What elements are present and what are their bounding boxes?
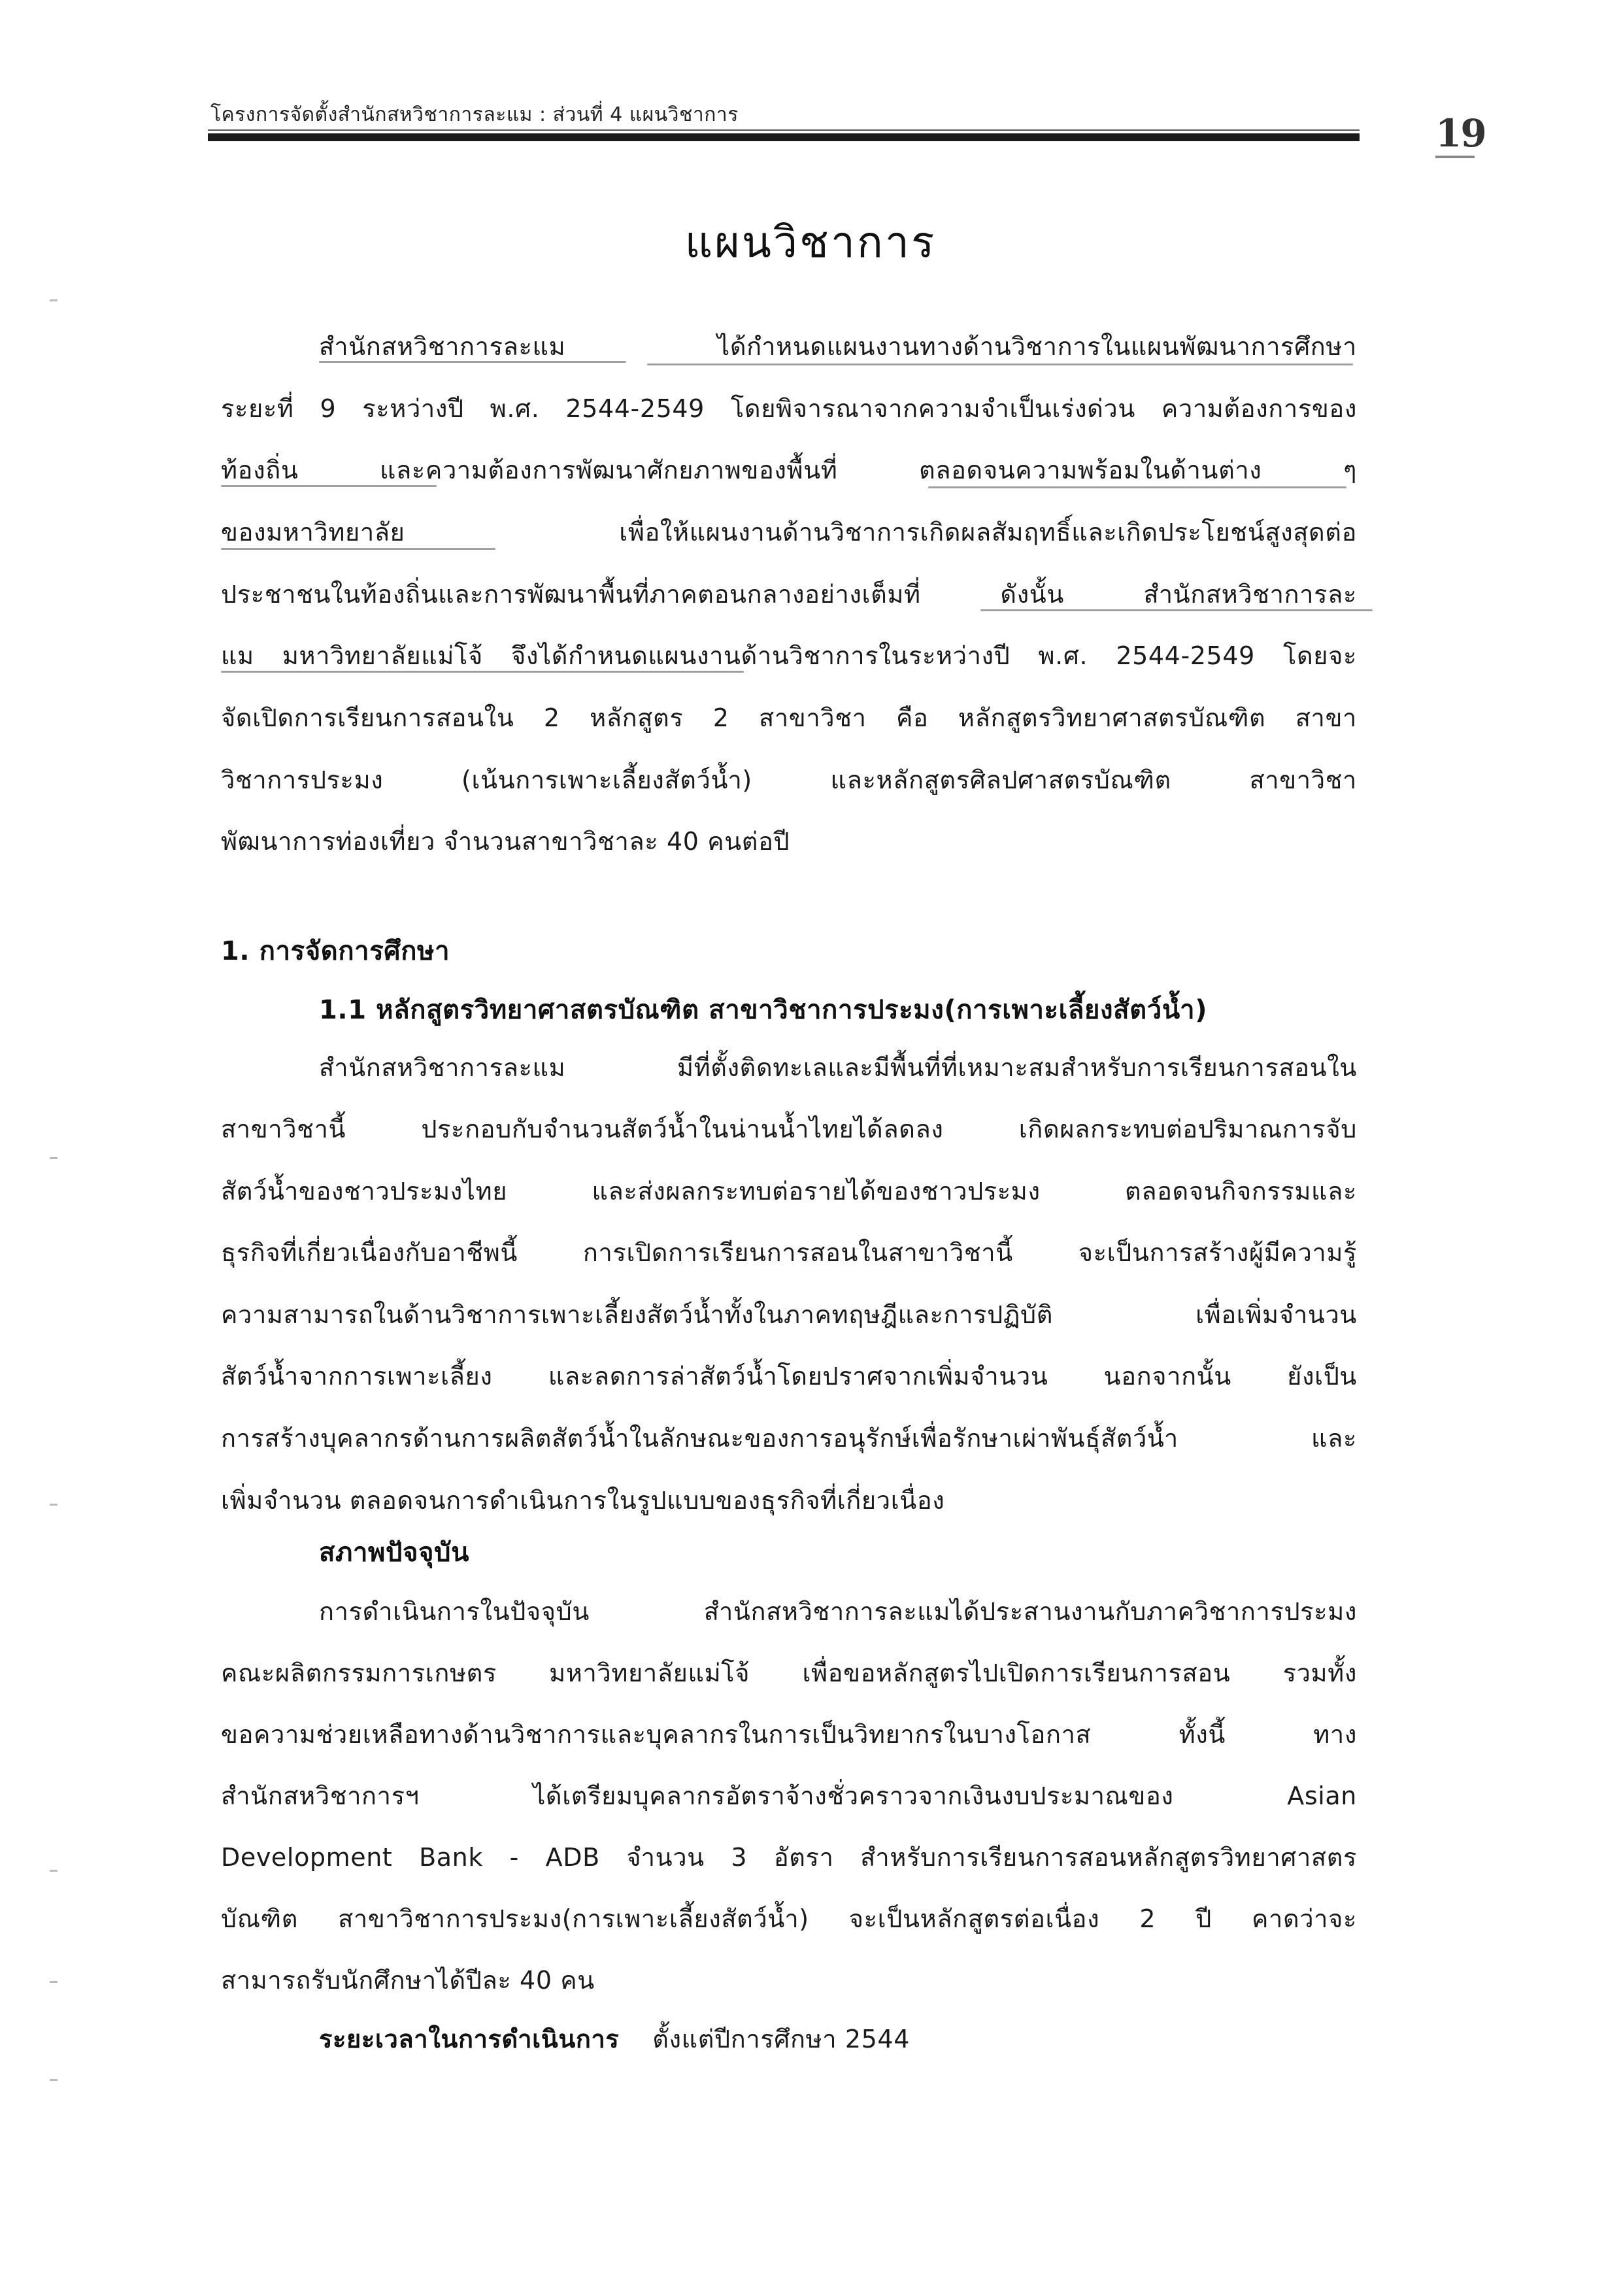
timeline-spacer xyxy=(627,2025,644,2053)
intro-line: ของมหาวิทยาลัย เพื่อให้แผนงานด้านวิชาการเกิดผลสัมฤทธิ์และเกิดประโยชน์สูงสุดต่อ xyxy=(221,518,1357,547)
intro-line: ประชาชนในท้องถิ่นและการพัฒนาพื้นที่ภาคตอนกลางอย่างเต็มที่ ดังนั้น สำนักสหวิชาการละ xyxy=(221,580,1357,609)
timeline-value: ตั้งแต่ปีการศึกษา 2544 xyxy=(652,2025,910,2053)
section1-line: สัตว์น้ำของชาวประมงไทย และส่งผลกระทบต่อรายได้ของชาวประมง ตลอดจนกิจกรรมและ xyxy=(221,1177,1357,1206)
page-number-underline xyxy=(1435,156,1475,158)
margin-mark xyxy=(50,1870,58,1872)
intro-line: ท้องถิ่น และความต้องการพัฒนาศักยภาพของพื้นที่ ตลอดจนความพร้อมในด้านต่าง ๆ xyxy=(221,456,1357,484)
pencil-underline xyxy=(980,609,1373,611)
intro-line: แม มหาวิทยาลัยแม่โจ้ จึงได้กำหนดแผนงานด้านวิชาการในระหว่างปี พ.ศ. 2544-2549 โดยจะ xyxy=(221,641,1357,670)
current-status-line: ขอความช่วยเหลือทางด้านวิชาการและบุคลากรในการเป็นวิทยากรในบางโอกาส ทั้งนี้ ทาง xyxy=(221,1720,1357,1749)
margin-mark xyxy=(50,299,58,301)
pencil-underline xyxy=(221,671,744,673)
subsection-heading: 1.1 หลักสูตรวิทยาศาสตรบัณฑิต สาขาวิชาการประมง(การเพาะเลี้ยงสัตว์น้ำ) xyxy=(319,995,1208,1025)
section1-line: สัตว์น้ำจากการเพาะเลี้ยง และลดการล่าสัตว์น้ำโดยปราศจากเพิ่มจำนวน นอกจากนั้น ยังเป็น xyxy=(221,1362,1357,1391)
header-rule xyxy=(208,133,1360,141)
section1-line: ธุรกิจที่เกี่ยวเนื่องกับอาชีพนี้ การเปิดการเรียนการสอนในสาขาวิชานี้ จะเป็นการสร้างผู้มีความรู้ xyxy=(221,1238,1357,1267)
page-number: 19 xyxy=(1435,111,1486,156)
intro-line: จัดเปิดการเรียนการสอนใน 2 หลักสูตร 2 สาขาวิชา คือ หลักสูตรวิทยาศาสตรบัณฑิต สาขา xyxy=(221,703,1357,732)
section1-line: ความสามารถในด้านวิชาการเพาะเลี้ยงสัตว์น้ำทั้งในภาคทฤษฎีและการปฏิบัติ เพื่อเพิ่มจำนวน xyxy=(221,1300,1357,1329)
section-heading: 1. การจัดการศึกษา xyxy=(221,936,450,966)
section1-line: สำนักสหวิชาการละแม มีที่ตั้งติดทะเลและมีพื้นที่ที่เหมาะสมสำหรับการเรียนการสอนใน xyxy=(319,1053,1357,1082)
pencil-underline xyxy=(319,361,626,363)
section1-line: เพิ่มจำนวน ตลอดจนการดำเนินการในรูปแบบของธุรกิจที่เกี่ยวเนื่อง xyxy=(221,1486,945,1515)
current-status-heading: สภาพปัจจุบัน xyxy=(319,1538,470,1568)
timeline xyxy=(319,2023,910,2055)
intro-line: วิชาการประมง (เน้นการเพาะเลี้ยงสัตว์น้ำ) และหลักสูตรศิลปศาสตรบัณฑิต สาขาวิชา xyxy=(221,766,1357,794)
pencil-underline xyxy=(928,486,1346,488)
intro-line: สำนักสหวิชาการละแม ได้กำหนดแผนงานทางด้านวิชาการในแผนพัฒนาการศึกษา xyxy=(319,332,1357,361)
section1-line: สาขาวิชานี้ ประกอบกับจำนวนสัตว์น้ำในน่านน้ำไทยได้ลดลง เกิดผลกระทบต่อปริมาณการจับ xyxy=(221,1115,1357,1143)
section1-line: การสร้างบุคลากรด้านการผลิตสัตว์น้ำในลักษณะของการอนุรักษ์เพื่อรักษาเผ่าพันธุ์สัตว์น้ำ และ xyxy=(221,1424,1357,1453)
current-status-line: Development Bank - ADB จำนวน 3 อัตรา สำหรับการเรียนการสอนหลักสูตรวิทยาศาสตร xyxy=(221,1843,1357,1872)
current-status-line: คณะผลิตกรรมการเกษตร มหาวิทยาลัยแม่โจ้ เพื่อขอหลักสูตรไปเปิดการเรียนการสอน รวมทั้ง xyxy=(221,1659,1357,1687)
current-status-line: การดำเนินการในปัจจุบัน สำนักสหวิชาการละแมได้ประสานงานกับภาควิชาการประมง xyxy=(319,1597,1357,1626)
current-status-line: บัณฑิต สาขาวิชาการประมง(การเพาะเลี้ยงสัตว์น้ำ) จะเป็นหลักสูตรต่อเนื่อง 2 ปี คาดว่าจะ xyxy=(221,1904,1357,1933)
margin-mark xyxy=(50,2079,58,2081)
header-rule-thin xyxy=(208,129,1360,131)
pencil-underline xyxy=(221,548,495,550)
intro-line: พัฒนาการท่องเที่ยว จำนวนสาขาวิชาละ 40 คนต่อปี xyxy=(221,827,790,856)
page-title: แผนวิชาการ xyxy=(684,217,937,267)
margin-mark xyxy=(50,1981,58,1983)
margin-mark xyxy=(50,1157,58,1159)
intro-line: ระยะที่ 9 ระหว่างปี พ.ศ. 2544-2549 โดยพิจารณาจากความจำเป็นเร่งด่วน ความต้องการของ xyxy=(221,394,1357,423)
current-status-line: สามารถรับนักศึกษาได้ปีละ 40 คน xyxy=(221,1966,595,1995)
pencil-underline xyxy=(647,363,1353,365)
timeline-label: ระยะเวลาในการดำเนินการ xyxy=(319,2025,620,2053)
running-header: โครงการจัดตั้งสำนักสหวิชาการละแม : ส่วนที่ 4 แผนวิชาการ xyxy=(210,103,739,126)
current-status-line: สำนักสหวิชาการฯ ได้เตรียมบุคลากรอัตราจ้างชั่วคราวจากเงินงบประมาณของ Asian xyxy=(221,1781,1357,1810)
margin-mark xyxy=(50,1504,58,1506)
pencil-underline xyxy=(221,485,437,487)
